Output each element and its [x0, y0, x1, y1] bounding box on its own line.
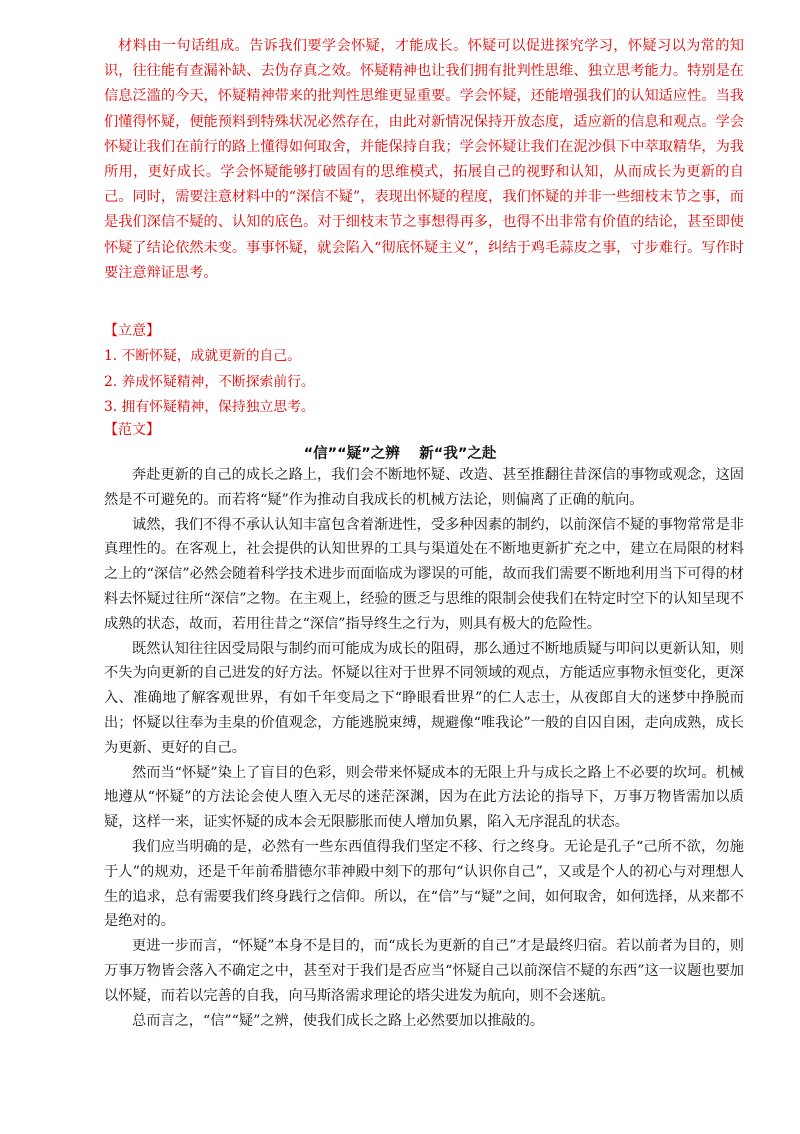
- ideas-heading: 【立意】: [104, 323, 160, 339]
- idea-item: 1. 不断怀疑，成就更新的自己。: [104, 348, 301, 364]
- essay-paragraph: 然而当“怀疑”染上了盲目的色彩，则会带来怀疑成本的无限上升与成长之路上不必要的坎坷。机械地遵从“怀疑”的方法论会使人堕入无尽的迷茫深渊，因为在此方法论的指导下，万事万物皆需加以质疑，这样一来，证实怀疑的成本会无限膨胀而使人增加负累，陷入无序混乱的状态。: [104, 764, 744, 831]
- idea-item: 2. 养成怀疑精神，不断探索前行。: [104, 373, 315, 390]
- essay-paragraph: 总而言之，“信”“疑”之辨，使我们成长之路上必然要加以推敲的。: [132, 1012, 545, 1029]
- essay-paragraph: 奔赴更新的自己的成长之路上，我们会不断地怀疑、改造、甚至推翻往昔深信的事物或观念，这固然是不可避免的。而若将“疑”作为推动自我成长的机械方法论，则偏离了正确的航向。: [104, 467, 744, 508]
- essay-title: “信”“疑”之辨 新“我”之赴: [303, 446, 497, 462]
- essay-paragraph: 更进一步而言，“怀疑”本身不是目的，而“成长为更新的自己”才是最终归宿。若以前者为目的，则万事万物皆会落入不确定之中，甚至对于我们是否应当“怀疑自己以前深信不疑的东西”这一议题也要加以怀疑，而若以完善的自我，向马斯洛需求理论的塔尖进发为航向，则不会迷航。: [104, 938, 744, 1004]
- ideas-list: [104, 344, 315, 421]
- sample-essay-heading: 【范文】: [104, 422, 160, 438]
- essay-paragraph: 既然认知往往因受局限与制约而可能成为成长的阻碍，那么通过不断地质疑与叩问以更新认知，则不失为向更新的自己进发的好方法。怀疑以往对于世界不同领域的观点，方能适应事物永恒变化，更深入、准确地了解客观世界，有如千年变局之下“睁眼看世界”的仁人志士，从夜郎自大的迷梦中挣脱而出；怀疑以往奉为圭臬的价值观念，方能逃脱束缚，规避像“唯我论”一般的自囚自困，走向成熟，成长为更新、更好的自己。: [104, 640, 744, 756]
- essay-paragraph: 诚然，我们不得不承认认知丰富包含着渐进性，受多种因素的制约，以前深信不疑的事物常常是非真理性的。在客观上，社会提供的认知世界的工具与渠道处在不断地更新扩充之中，建立在局限的材料之上的“深信”必然会随着科学技术进步而面临成为谬误的可能，故而我们需要不断地利用当下可得的材料去怀疑过往所“深信”之物。在主观上，经验的匮乏与思维的限制会使我们在特定时空下的认知呈现不成熟的状态，故而，若用往昔之“深信”指导终生之行为，则具有极大的危险性。: [104, 516, 744, 632]
- material-analysis: 材料由一句话组成。告诉我们要学会怀疑，才能成长。怀疑可以促进探究学习，怀疑习以为常的知识，往往能有查漏补缺、去伪存真之效。怀疑精神也让我们拥有批判性思维、独立思考能力。特别是在信息泛滥的今天，怀疑精神带来的批判性思维更显重要。学会怀疑，还能增强我们的认知适应性。当我们懂得怀疑，便能预料到特殊状况必然存在，由此对新情况保持开放态度，适应新的信息和观点。学会怀疑让我们在前行的路上懂得如何取舍，并能保持自我；学会怀疑让我们在泥沙俱下中萃取精华，为我所用，更好成长。学会怀疑能够打破固有的思维模式，拓展自己的视野和认知，从而成长为更新的自己。同时，需要注意材料中的“深信不疑”，表现出怀疑的程度，我们怀疑的并非一些细枝末节之事，而是我们深信不疑的、认知的底色。对于细枝末节之事想得再多，也得不出非常有价值的结论，甚至即使怀疑了结论依然未变。事事怀疑，就会陷入“彻底怀疑主义”，纠结于鸡毛蒜皮之事，寸步难行。写作时要注意辩证思考。: [104, 38, 744, 281]
- essay-body: [104, 463, 744, 1033]
- idea-item: 3. 拥有怀疑精神，保持独立思考。: [104, 399, 315, 415]
- essay-paragraph: 我们应当明确的是，必然有一些东西值得我们坚定不移、行之终身。无论是孔子“己所不欲，勿施于人”的规劝，还是千年前希腊德尔菲神殿中刻下的那句“认识你自己”，又或是个人的初心与对理想人生的追求，总有需要我们终身践行之信仰。所以，在“信”与“疑”之间，如何取舍，如何选择，从来都不是绝对的。: [104, 838, 744, 930]
